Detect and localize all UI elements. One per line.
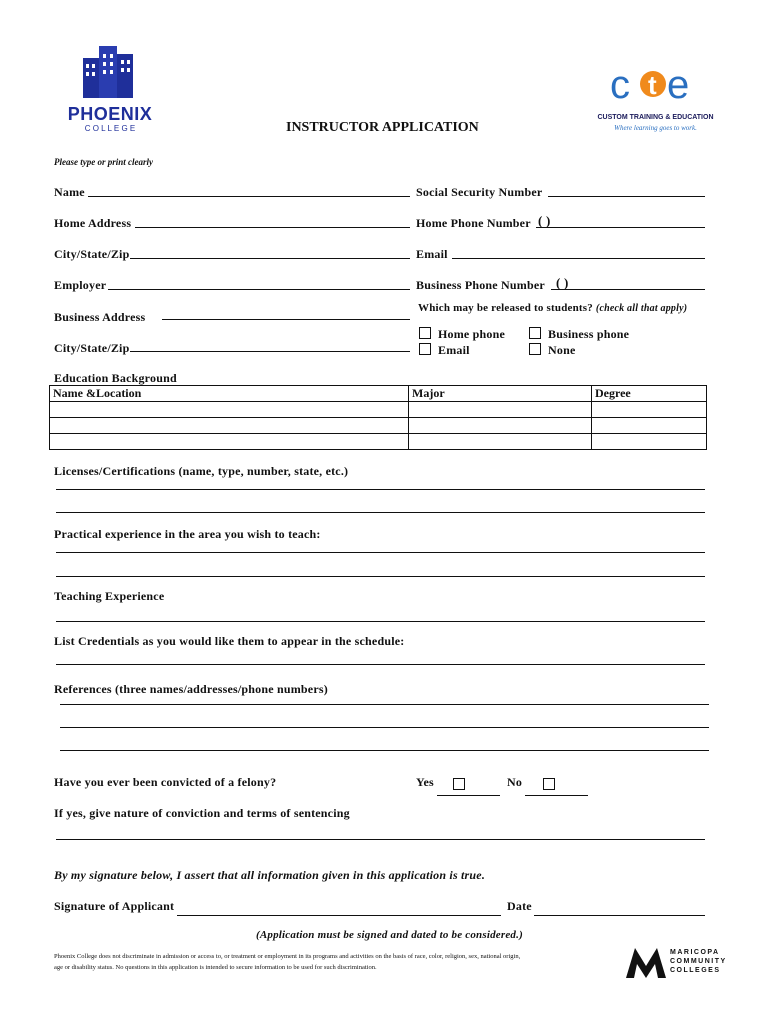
city-state-zip-field[interactable]	[130, 258, 410, 259]
building-icon	[79, 44, 137, 100]
page-title: INSTRUCTOR APPLICATION	[286, 120, 479, 135]
svg-text:t: t	[648, 70, 657, 100]
credentials-line[interactable]	[56, 664, 705, 665]
release-hint: (check all that apply)	[595, 303, 688, 314]
cte-mark-icon	[608, 62, 698, 106]
email-checkbox[interactable]	[419, 343, 431, 355]
conviction-line[interactable]	[56, 839, 705, 840]
column-header: Name &Location	[50, 386, 409, 402]
city-state-zip-2-field[interactable]	[130, 351, 410, 352]
home-phone-paren: ( )	[538, 213, 551, 228]
table-cell[interactable]	[50, 434, 409, 450]
signature-note: (Application must be signed and dated to be considered.)	[256, 929, 523, 941]
table-cell[interactable]	[592, 418, 707, 434]
business-phone-checkbox[interactable]	[529, 327, 541, 339]
phoenix-college-logo	[55, 44, 165, 134]
column-header: Major	[409, 386, 592, 402]
table-row[interactable]	[50, 434, 707, 450]
maricopa-logo	[626, 946, 731, 978]
felony-question: Have you ever been convicted of a felony?	[54, 775, 277, 789]
business-phone-field[interactable]	[551, 289, 705, 290]
education-table	[49, 385, 707, 450]
phoenix-name: PHOENIX	[67, 104, 153, 124]
table-cell[interactable]	[592, 402, 707, 418]
felony-no-line	[525, 795, 588, 796]
table-cell[interactable]	[409, 402, 592, 418]
no-label: No	[507, 775, 523, 789]
references-line-1[interactable]	[60, 704, 709, 705]
city-state-zip-label: City/State/Zip	[54, 247, 130, 261]
business-address-label: Business Address	[54, 310, 146, 324]
assertion-text: By my signature below, I assert that all information given in this application is true.	[54, 868, 486, 882]
phoenix-college-sub: C O L L E G E	[84, 124, 136, 133]
date-field[interactable]	[534, 915, 705, 916]
business-phone-option: Business phone	[548, 327, 630, 341]
home-phone-option: Home phone	[438, 327, 506, 341]
cte-name: CUSTOM TRAINING & EDUCATION	[597, 114, 714, 121]
name-field[interactable]	[88, 196, 410, 197]
practical-line-2[interactable]	[56, 576, 705, 577]
business-phone-label: Business Phone Number	[416, 278, 545, 292]
table-cell[interactable]	[592, 434, 707, 450]
licenses-line-2[interactable]	[56, 512, 705, 513]
teaching-line[interactable]	[56, 621, 705, 622]
table-cell[interactable]	[50, 402, 409, 418]
maricopa-line-2: COMMUNITY	[670, 958, 727, 965]
references-label: References (three names/addresses/phone numbers)	[54, 682, 328, 696]
signature-field[interactable]	[177, 915, 501, 916]
instruction-text: Please type or print clearly	[54, 157, 153, 167]
business-phone-paren: ( )	[556, 275, 569, 290]
table-cell[interactable]	[409, 418, 592, 434]
table-cell[interactable]	[409, 434, 592, 450]
home-phone-label: Home Phone Number	[416, 216, 531, 230]
home-address-field[interactable]	[135, 227, 410, 228]
felony-yes-checkbox[interactable]	[453, 778, 465, 790]
city-state-zip-2-label: City/State/Zip	[54, 341, 130, 355]
signature-label: Signature of Applicant	[54, 899, 175, 913]
practical-line-1[interactable]	[56, 552, 705, 553]
credentials-label: List Credentials as you would like them to appear in the schedule:	[54, 634, 405, 648]
table-row[interactable]	[50, 418, 707, 434]
licenses-line-1[interactable]	[56, 489, 705, 490]
email-option: Email	[438, 343, 470, 357]
cte-logo	[588, 62, 723, 137]
references-line-3[interactable]	[60, 750, 709, 751]
licenses-label: Licenses/Certifications (name, type, number, state, etc.)	[54, 464, 349, 478]
felony-no-checkbox[interactable]	[543, 778, 555, 790]
home-phone-field[interactable]	[536, 227, 705, 228]
maricopa-m-icon	[626, 946, 666, 978]
disclaimer-line-1: Phoenix College does not discriminate in admission or access to, or treatment or employment in its programs and activities on the basis of race, color, religion, sex, national origin,	[54, 953, 521, 960]
none-option: None	[548, 343, 576, 357]
business-address-field[interactable]	[162, 319, 410, 320]
none-checkbox[interactable]	[529, 343, 541, 355]
felony-yes-line	[437, 795, 500, 796]
release-question-text: Which may be released to students?	[418, 302, 593, 314]
practical-label: Practical experience in the area you wish to teach:	[54, 527, 321, 541]
disclaimer	[54, 951, 614, 973]
svg-text:e: e	[667, 63, 690, 106]
release-question	[418, 302, 687, 314]
column-header: Degree	[592, 386, 707, 402]
ssn-field[interactable]	[548, 196, 705, 197]
references-line-2[interactable]	[60, 727, 709, 728]
svg-text:c: c	[610, 63, 630, 106]
email-field[interactable]	[452, 258, 705, 259]
maricopa-line-3: COLLEGES	[670, 967, 721, 974]
yes-label: Yes	[416, 775, 434, 789]
ssn-label: Social Security Number	[416, 185, 543, 199]
date-label: Date	[507, 899, 532, 913]
table-row[interactable]	[50, 402, 707, 418]
email-label: Email	[416, 247, 448, 261]
disclaimer-line-2: age or disability status. No questions in this application is intended to secure information to be used for such discrimination.	[54, 964, 377, 971]
employer-field[interactable]	[108, 289, 410, 290]
cte-tagline: Where learning goes to work.	[614, 124, 697, 132]
maricopa-line-1: MARICOPA	[670, 949, 720, 956]
table-header-row	[50, 386, 707, 402]
home-address-label: Home Address	[54, 216, 132, 230]
conviction-label: If yes, give nature of conviction and terms of sentencing	[54, 806, 350, 820]
teaching-label: Teaching Experience	[54, 589, 165, 603]
home-phone-checkbox[interactable]	[419, 327, 431, 339]
table-cell[interactable]	[50, 418, 409, 434]
employer-label: Employer	[54, 278, 107, 292]
name-label: Name	[54, 185, 85, 199]
education-heading: Education Background	[54, 371, 177, 385]
